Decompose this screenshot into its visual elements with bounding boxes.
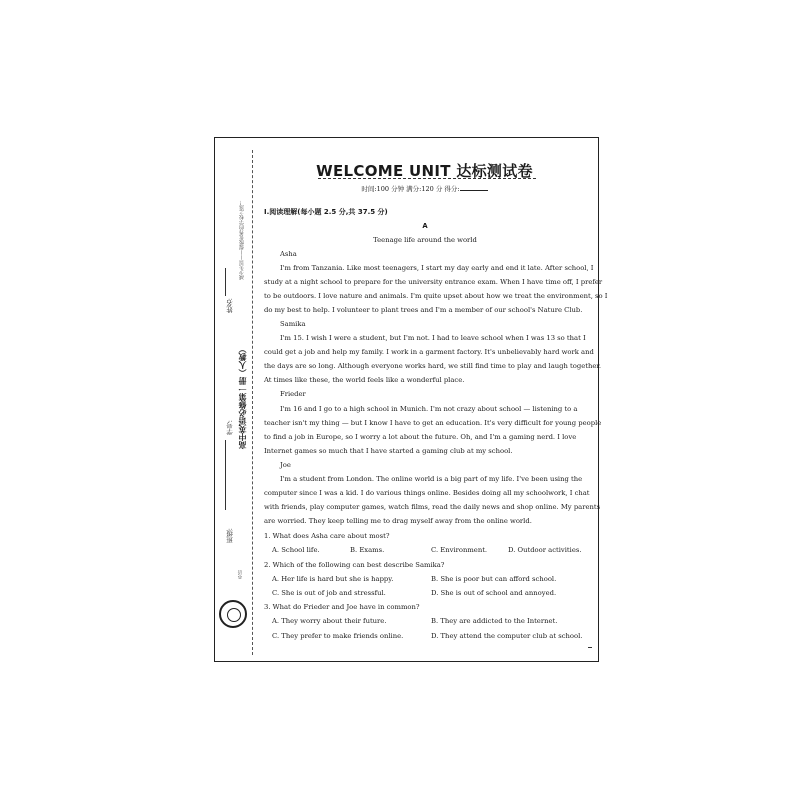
side-note: 减少失误——提级优秀的学校之选！: [239, 200, 245, 280]
student-id-label: 学号:: [226, 420, 234, 436]
passage-line: I'm from Tanzania. Like most teenagers, I start my day early and end it late. After school, I: [280, 264, 594, 272]
q3-option-b[interactable]: B. They are addicted to the Internet.: [431, 617, 558, 625]
student-id-blank: [225, 440, 226, 510]
passage-line: to find a job in Europe, so I worry a lot about the future. Oh, and I'm a gaming nerd. I love: [264, 433, 577, 441]
speaker-name: Samika: [280, 320, 306, 328]
q3-option-d[interactable]: D. They attend the computer club at school.: [431, 632, 583, 640]
page-mark: [588, 647, 592, 648]
exam-meta: [262, 184, 587, 193]
class-label: 班级:: [226, 528, 234, 544]
q2-option-a[interactable]: A. Her life is hard but she is happy.: [272, 575, 394, 583]
q3-option-a[interactable]: A. They worry about their future.: [272, 617, 387, 625]
passage-line: I'm 16 and I go to a high school in Munich. I'm not crazy about school — listening to a: [280, 405, 578, 413]
q1-option-b[interactable]: B. Exams.: [350, 546, 385, 554]
passage-line: I'm 15. I wish I were a student, but I'm not. I had to leave school when I was 13 so that I: [280, 334, 586, 342]
binding-line: [252, 150, 253, 655]
exam-meta-text: 时间:100 分钟 满分:120 分 得分:: [361, 185, 460, 193]
q2-option-b[interactable]: B. She is poor but can afford school.: [431, 575, 557, 583]
speaker-name: Frieder: [280, 390, 306, 398]
part-label: A: [422, 222, 428, 230]
q2-option-d[interactable]: D. She is out of school and annoyed.: [431, 589, 557, 597]
passage-title: Teenage life around the world: [373, 236, 477, 244]
section-heading: Ⅰ.阅读理解(每小题 2.5 分,共 37.5 分): [264, 208, 388, 216]
passage-line: teacher isn't my thing — but I know I have to get an education. It's very difficult for young people: [264, 419, 602, 427]
question-1: 1. What does Asha care about most?: [264, 532, 390, 540]
score-blank: [460, 190, 488, 191]
passage-line: computer since I was a kid. I do various things online. Besides doing all my schoolwork, I chat: [264, 489, 590, 497]
passage-line: I'm a student from London. The online world is a big part of my life. I've been using the: [280, 475, 583, 483]
title-divider: [318, 178, 536, 179]
q2-option-c[interactable]: C. She is out of job and stressful.: [272, 589, 386, 597]
logo-caption: 英语: [238, 570, 243, 579]
q1-option-a[interactable]: A. School life.: [272, 546, 320, 554]
passage-line: At times like these, the world feels like a wonderful place.: [264, 376, 465, 384]
publisher-logo: [219, 600, 247, 628]
speaker-name: Asha: [280, 250, 297, 258]
passage-line: with friends, play computer games, watch films, read the daily news and shop online. My parents: [264, 503, 601, 511]
question-3: 3. What do Frieder and Joe have in common?: [264, 603, 420, 611]
passage-line: do my best to help. I volunteer to plant trees and I'm a member of our school's Nature Club.: [264, 306, 583, 314]
passage-line: to be outdoors. I love nature and animals. I'm quite upset about how we treat the environment, so I: [264, 292, 608, 300]
question-2: 2. Which of the following can best describe Samika?: [264, 561, 445, 569]
name-label: 姓名:: [226, 298, 234, 314]
page-title: WELCOME UNIT 达标测试卷: [316, 162, 533, 180]
q3-option-c[interactable]: C. They prefer to make friends online.: [272, 632, 404, 640]
q1-option-c[interactable]: C. Environment.: [431, 546, 488, 554]
passage-line: Internet games so much that I have started a gaming club at my school.: [264, 447, 513, 455]
passage-line: are worried. They keep telling me to drag myself away from the online world.: [264, 517, 532, 525]
passage-line: study at a night school to prepare for the university entrance exam. When I have time off, I prefer: [264, 278, 603, 286]
name-blank: [225, 268, 226, 296]
passage-line: the days are so long. Although everyone works hard, we still find time to play and laugh together.: [264, 362, 602, 370]
passage-line: could get a job and help my family. I work in a garment factory. It's unbelievably hard work and: [264, 348, 594, 356]
book-title: 高中英语必修第一册（人教）: [238, 345, 247, 449]
speaker-name: Joe: [280, 461, 291, 469]
q1-option-d[interactable]: D. Outdoor activities.: [508, 546, 582, 554]
